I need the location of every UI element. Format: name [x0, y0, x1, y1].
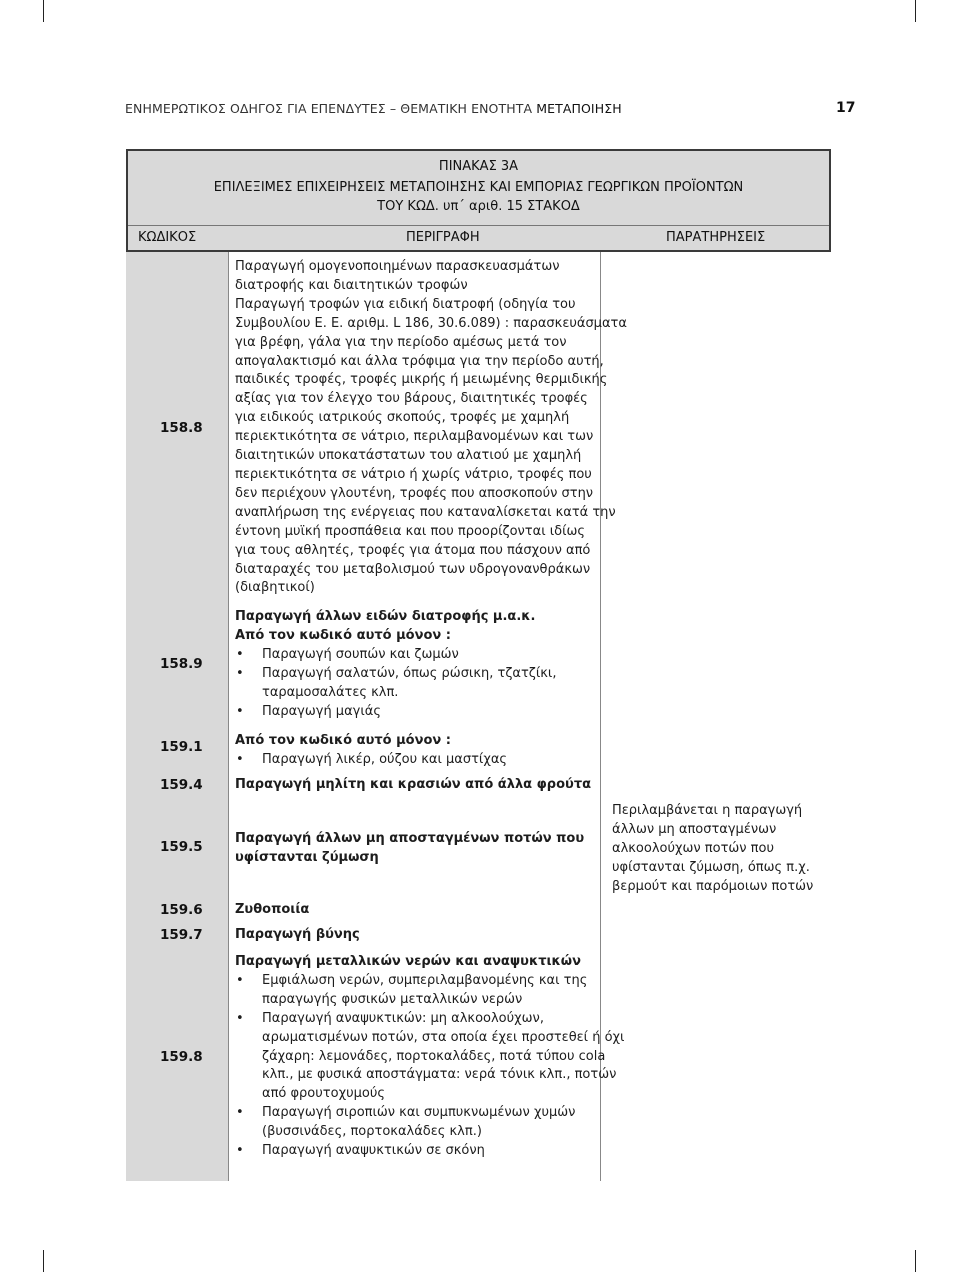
description-line: αναπλήρωση της ενέργειας που καταναλίσκεται κατά την	[235, 504, 616, 520]
row-subtitle: Από τον κωδικό αυτό μόνον :	[235, 733, 451, 748]
bullet-icon: •	[236, 1105, 244, 1121]
row-code: 158.9	[160, 656, 203, 672]
row-note	[612, 801, 827, 896]
description-line: παιδικές τροφές, τροφές μικρής ή μειωμένης θερμιδικής	[235, 372, 608, 388]
table-subtitle-2: ΤΟΥ ΚΩΔ. υπ΄ αριθ. 15 ΣΤΑΚΟΔ	[377, 199, 580, 214]
bullet-continuation: παραγωγής φυσικών μεταλλικών νερών	[262, 991, 523, 1007]
table-header	[126, 149, 831, 252]
row-code: 159.5	[160, 839, 203, 855]
row-code: 159.4	[160, 777, 203, 793]
crop-mark-top-right	[915, 0, 916, 22]
description-line: έντονη μυϊκή προσπάθεια και που προορίζονται ιδίως	[235, 523, 585, 539]
crop-mark-bottom-right	[915, 1250, 916, 1272]
description-line: διαταραχές του μεταβολισμού των υδρογονανθράκων	[235, 561, 591, 577]
description-line: διατροφής και διαιτητικών τροφών	[235, 277, 468, 293]
table-title: ΠΙΝΑΚΑΣ 3Α	[438, 159, 519, 174]
description-line: για ειδικούς ιατρικούς σκοπούς, τροφές με χαμηλή	[235, 410, 570, 426]
note-line: άλλων μη αποσταγμένων	[612, 822, 777, 837]
row-title: Παραγωγή μεταλλικών νερών και αναψυκτικών	[235, 954, 581, 969]
bullet-item: • Παραγωγή αναψυκτικών: μη αλκοολούχων,	[235, 1010, 595, 1029]
bullet-icon: •	[236, 1143, 244, 1159]
code-column-background	[126, 252, 228, 1181]
note-line: βερμούτ και παρόμοιων ποτών	[612, 879, 814, 894]
row-title: Παραγωγή βύνης	[235, 927, 360, 942]
row-description	[235, 776, 595, 795]
description-line: απογαλακτισμό και άλλα τρόφιμα για την περίοδο αυτή,	[235, 353, 604, 369]
row-description	[235, 926, 595, 945]
column-header-description: ΠΕΡΙΓΡΑΦΗ	[406, 230, 480, 245]
bullet-icon: •	[236, 665, 244, 681]
row-title: υφίστανται ζύμωση	[235, 849, 379, 865]
row-description	[235, 732, 595, 770]
description-line: Παραγωγή ομογενοποιημένων παρασκευασμάτων	[235, 259, 560, 274]
row-code: 159.7	[160, 927, 203, 943]
row-title: Παραγωγή άλλων ειδών διατροφής μ.α.κ.	[235, 609, 536, 624]
row-description	[235, 258, 627, 598]
column-divider	[228, 252, 229, 1181]
bullet-item: • Παραγωγή σουπών και ζωμών	[235, 646, 595, 665]
bullet-item: • Παραγωγή αναψυκτικών σε σκόνη	[235, 1142, 595, 1161]
bullet-item: • Εμφιάλωση νερών, συμπεριλαμβανομένης και της	[235, 972, 595, 991]
bullet-continuation: από φρουτοχυμούς	[262, 1086, 385, 1102]
running-header-text: ΕΝΗΜΕΡΩΤΙΚΟΣ ΟΔΗΓΟΣ ΓΙΑ ΕΠΕΝΔΥΤΕΣ – ΘΕΜΑΤΙΚΗ ΕΝΟΤΗΤΑ	[125, 101, 533, 116]
crop-mark-top-left	[43, 0, 44, 22]
description-line: αξίας για τον έλεγχο του βάρους, διαιτητικές τροφές	[235, 391, 588, 407]
description-line: περιεκτικότητα σε νάτριο ή χωρίς νάτριο, τροφές που	[235, 466, 592, 482]
bullet-item: • Παραγωγή σιροπιών και συμπυκνωμένων χυμών	[235, 1104, 595, 1123]
row-description	[235, 953, 625, 1161]
bullet-continuation: κλπ., με φυσικά αποστάγματα: νερά τόνικ κλπ., ποτών	[262, 1067, 617, 1083]
bullet-icon: •	[236, 1010, 244, 1026]
row-code: 159.6	[160, 902, 203, 918]
bullet-item: • Παραγωγή λικέρ, ούζου και μαστίχας	[235, 751, 595, 770]
note-line: αλκοολούχων ποτών που	[612, 841, 774, 856]
bullet-item: • Παραγωγή μαγιάς	[235, 703, 595, 722]
running-header-section: ΜΕΤΑΠΟΙΗΣΗ	[536, 101, 622, 116]
row-description	[235, 608, 595, 721]
crop-mark-bottom-left	[43, 1250, 44, 1272]
bullet-continuation: ζάχαρη: λεμονάδες, πορτοκαλάδες, ποτά τύπου cola	[262, 1048, 606, 1064]
table-subtitle: ΕΠΙΛΕΞΙΜΕΣ ΕΠΙΧΕΙΡΗΣΕΙΣ ΜΕΤΑΠΟΙΗΣΗΣ ΚΑΙ ΕΜΠΟΡΙΑΣ ΓΕΩΡΓΙΚΩΝ ΠΡΟΪΟΝΤΩΝ	[213, 180, 744, 195]
bullet-icon: •	[236, 751, 244, 767]
column-header-notes: ΠΑΡΑΤΗΡΗΣΕΙΣ	[666, 230, 766, 245]
row-title: Παραγωγή άλλων μη αποσταγμένων ποτών που	[235, 831, 585, 846]
column-header-code: ΚΩΔΙΚΟΣ	[138, 230, 197, 245]
running-header	[125, 101, 855, 116]
row-subtitle: Από τον κωδικό αυτό μόνον :	[235, 627, 451, 643]
bullet-continuation: (βυσσινάδες, πορτοκαλάδες κλπ.)	[262, 1124, 482, 1140]
description-line: για τους αθλητές, τροφές για άτομα που πάσχουν από	[235, 542, 591, 558]
description-line: διαιτητικών υποκατάστατων του αλατιού με χαμηλή	[235, 448, 582, 464]
description-line: Παραγωγή τροφών για ειδική διατροφή (οδηγία του	[235, 296, 576, 312]
bullet-continuation: αρωματισμένων ποτών, στα οποία έχει προστεθεί ή όχι	[262, 1029, 625, 1045]
row-title: Ζυθοποιία	[235, 902, 310, 917]
note-line: Περιλαμβάνεται η παραγωγή	[612, 803, 803, 818]
bullet-item: • Παραγωγή σαλατών, όπως ρώσικη, τζατζίκι,	[235, 665, 595, 684]
row-description	[235, 830, 595, 868]
row-description	[235, 901, 595, 920]
row-code: 159.8	[160, 1049, 203, 1065]
description-line: περιεκτικότητα σε νάτριο, περιλαμβανομένων και των	[235, 429, 594, 445]
bullet-icon: •	[236, 972, 244, 988]
header-divider	[128, 225, 829, 226]
bullet-icon: •	[236, 646, 244, 662]
description-line: δεν περιέχουν γλουτένη, τροφές που αποσκοπούν στην	[235, 485, 594, 501]
description-line: (διαβητικοί)	[235, 580, 315, 596]
description-line: Συμβουλίου Ε. Ε. αριθμ. L 186, 30.6.089) : παρασκευάσματα	[235, 315, 627, 331]
bullet-icon: •	[236, 703, 244, 719]
bullet-continuation: ταραμοσαλάτες κλπ.	[262, 684, 399, 700]
row-code: 158.8	[160, 420, 203, 436]
row-title: Παραγωγή μηλίτη και κρασιών από άλλα φρούτα	[235, 777, 592, 792]
row-code: 159.1	[160, 739, 203, 755]
note-line: υφίστανται ζύμωση, όπως π.χ.	[612, 860, 810, 875]
page-number: 17	[836, 100, 856, 116]
description-line: για βρέφη, γάλα για την περίοδο αμέσως μετά τον	[235, 334, 567, 350]
